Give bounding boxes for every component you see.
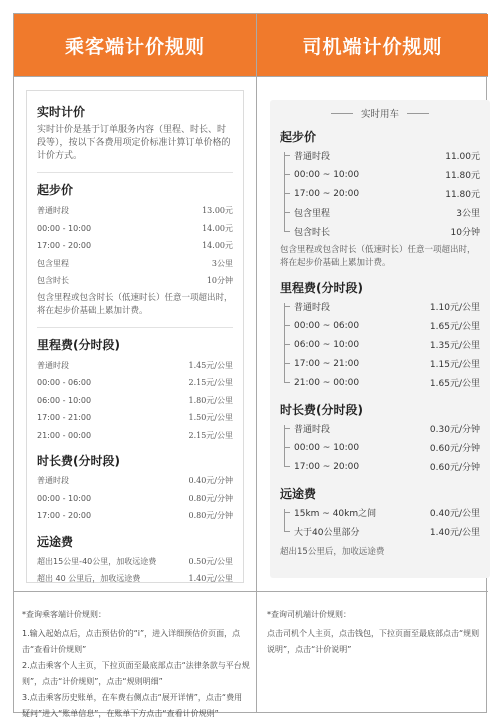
list-item: 15km ~ 40km之间 0.40元/公里 [294, 503, 480, 522]
list-item: 17:00 ~ 20:00 11.80元 [294, 184, 480, 203]
table-row: 00:00 - 06:00 2.15元/公里 [37, 378, 233, 388]
driver-far-list [280, 503, 480, 541]
list-item: 普通时段 0.30元/分钟 [294, 419, 480, 438]
header-separator [14, 76, 488, 77]
list-item: 17:00 ~ 21:00 1.15元/公里 [294, 354, 480, 373]
notes-line: 1.输入起始点后，点击预估价的“i”，进入详细预估价页面，点击“查看计价规则” [22, 629, 241, 654]
passenger-far-title: 远途费 [37, 534, 74, 549]
table-row: 包含里程 3公里 [37, 258, 233, 268]
passenger-mileage-title: 里程费(分时段) [37, 337, 120, 352]
table-row: 普通时段 0.40元/分钟 [37, 476, 233, 486]
table-row: 00:00 - 10:00 14.00元 [37, 223, 233, 233]
driver-start-note: 包含里程或包含时长（低速时长）任意一项超出时，将在起步价基础上累加计费。 [280, 245, 476, 268]
list-item: 06:00 ~ 10:00 1.35元/公里 [294, 335, 480, 354]
table-row: 包含时长 10分钟 [37, 276, 233, 286]
driver-far-note: 超出15公里后，加收远途费 [280, 547, 385, 557]
notes-line: 点击司机个人主页，点击钱包，下拉页面至最底部点击“规则说明”，点击“计价说明” [267, 629, 480, 654]
notes-separator [14, 591, 488, 592]
table-row: 17:00 - 21:00 1.50元/公里 [37, 413, 233, 423]
passenger-time-title: 时长费(分时段) [37, 454, 120, 468]
table-row: 00:00 - 10:00 0.80元/分钟 [37, 493, 233, 503]
driver-mileage-title: 里程费(分时段) [280, 280, 363, 295]
notes-line: 2.点击乘客个人主页，下拉页面至最底部点击“法律条款与平台规则”，点击“计价规则”，点击“规则明细” [22, 661, 250, 686]
driver-far-title: 远途费 [280, 486, 317, 501]
passenger-header: 乘客端计价规则 [14, 14, 256, 76]
column-divider [256, 14, 257, 712]
list-item: 21:00 ~ 00:00 1.65元/公里 [294, 373, 480, 392]
realtime-desc: 实时计价是基于订单服务内容（里程、时长、时段等），按以下各费用项定价标准计算订单价格的计价方式。 [37, 125, 231, 161]
driver-rules-card [270, 100, 490, 578]
notes-heading: *查询司机端计价规则： [267, 610, 351, 619]
list-item: 00:00 ~ 06:00 1.65元/公里 [294, 316, 480, 335]
passenger-query-notes [22, 607, 250, 722]
list-item: 普通时段 1.10元/公里 [294, 297, 480, 316]
driver-header: 司机端计价规则 [257, 14, 488, 76]
driver-query-notes [267, 607, 483, 658]
passenger-start-note: 包含里程或包含时长（低速时长）任意一项超出时，将在起步价基础上累加计费。 [37, 292, 233, 316]
driver-mileage-list [280, 297, 480, 392]
passenger-start-title: 起步价 [37, 183, 74, 197]
notes-line: 3.点击乘客历史账单，在车费右侧点击“展开详情”，点击“费用疑问”进入“账单信息”，在账单下方点击“查看计价规则” [22, 693, 243, 718]
driver-start-list [280, 146, 480, 241]
driver-time-title: 时长费(分时段) [280, 402, 363, 417]
list-item: 大于40公里部分 1.40元/公里 [294, 522, 480, 541]
list-item: 包含时长 10分钟 [294, 222, 480, 241]
table-row: 普通时段 1.45元/公里 [37, 360, 233, 370]
divider [407, 113, 429, 114]
notes-heading: *查询乘客端计价规则： [22, 610, 106, 619]
table-row: 17:00 - 20:00 14.00元 [37, 241, 233, 251]
driver-start-title: 起步价 [280, 129, 317, 144]
table-row: 超出15公里-40公里，加收远途费 0.50元/公里 [37, 556, 233, 566]
driver-subtitle: 实时用车 [280, 100, 480, 126]
list-item: 包含里程 3公里 [294, 203, 480, 222]
list-item: 普通时段 11.00元 [294, 146, 480, 165]
list-item: 00:00 ~ 10:00 0.60元/分钟 [294, 438, 480, 457]
passenger-rules-card [26, 90, 244, 583]
table-row: 21:00 - 00:00 2.15元/公里 [37, 430, 233, 440]
list-item: 17:00 ~ 20:00 0.60元/分钟 [294, 457, 480, 476]
realtime-title: 实时计价 [37, 105, 86, 119]
list-item: 00:00 ~ 10:00 11.80元 [294, 165, 480, 184]
divider [331, 113, 353, 114]
table-row: 17:00 - 20:00 0.80元/分钟 [37, 511, 233, 521]
pricing-rules-frame [13, 13, 487, 718]
table-row: 06:00 - 10:00 1.80元/公里 [37, 395, 233, 405]
table-row: 普通时段 13.00元 [37, 206, 233, 216]
driver-time-list [280, 419, 480, 476]
table-row: 超出 40 公里后，加收远途费 1.40元/公里 [37, 574, 233, 584]
